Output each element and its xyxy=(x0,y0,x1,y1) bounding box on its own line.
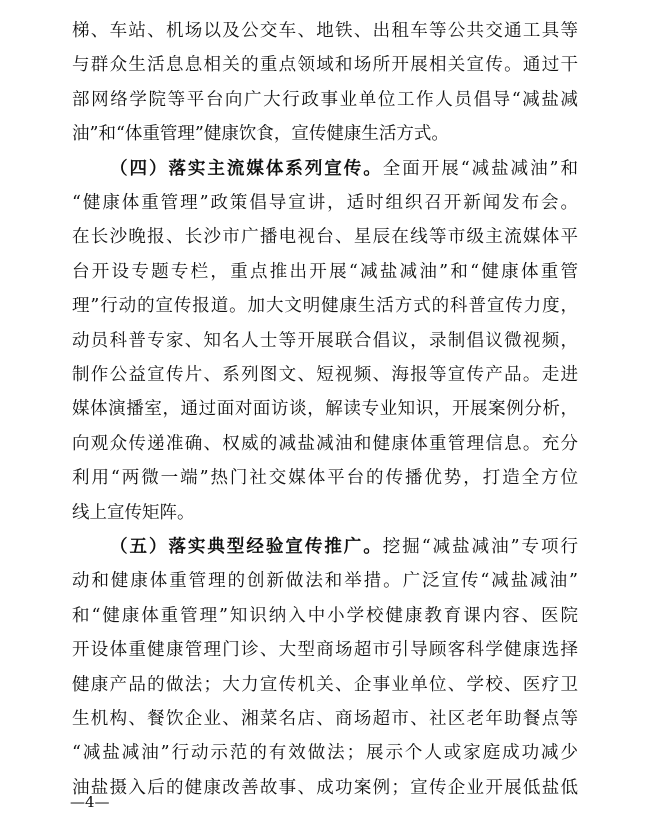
section-5-heading: （五）落实典型经验宣传推广。 xyxy=(110,537,383,557)
paragraph-line: 和“健康体重管理”知识纳入中小学校健康教育课内容、医院 xyxy=(72,605,578,626)
section-5-first-line-text: 挖掘“减盐减油”专项行 xyxy=(382,537,578,557)
paragraph-line: “减盐减油”行动示范的有效做法；展示个人或家庭成功减少 xyxy=(72,743,578,764)
section-4-heading: （四）落实主流媒体系列宣传。 xyxy=(110,158,383,179)
paragraph-line: 向观众传递准确、权威的减盐减油和健康体重管理信息。充分 xyxy=(72,433,578,454)
paragraph-line: 健康产品的做法；大力宣传机关、企事业单位、学校、医疗卫 xyxy=(72,674,578,695)
paragraph-line: 台开设专题专栏，重点推出开展“减盐减油”和“健康体重管 xyxy=(72,261,578,282)
paragraph-line: 在长沙晚报、长沙市广播电视台、星辰在线等市级主流媒体平 xyxy=(72,227,578,248)
paragraph-line: 生机构、餐饮企业、湘菜名店、商场超市、社区老年助餐点等 xyxy=(72,709,578,729)
paragraph-line: 油盐摄入后的健康改善故事、成功案例；宣传企业开展低盐低 xyxy=(72,777,578,798)
paragraph-line: 媒体演播室，通过面对面访谈，解读专业知识，开展案例分析， xyxy=(72,399,578,420)
paragraph-line: “健康体重管理”政策倡导宣讲，适时组织召开新闻发布会。 xyxy=(72,193,578,213)
section-4-first-line xyxy=(110,158,578,180)
paragraph-line: 制作公益宣传片、系列图文、短视频、海报等宣传产品。走进 xyxy=(72,365,578,385)
section-4-first-line-text: 全面开展“减盐减油”和 xyxy=(382,158,578,179)
paragraph-line: 理”行动的宣传报道。加大文明健康生活方式的科普宣传力度， xyxy=(72,296,578,317)
paragraph-line: 油”和“体重管理”健康饮食，宣传健康生活方式。 xyxy=(72,124,449,145)
paragraph-line: 部网络学院等平台向广大行政事业单位工作人员倡导“减盐减 xyxy=(72,89,578,110)
paragraph-line: 利用“两微一端”热门社交媒体平台的传播优势，打造全方位 xyxy=(72,468,578,489)
paragraph-line: 线上宣传矩阵。 xyxy=(72,502,195,523)
paragraph-line: 动和健康体重管理的创新做法和举措。广泛宣传“减盐减油” xyxy=(72,571,578,592)
section-5-first-line xyxy=(110,536,578,558)
paragraph-line: 动员科普专家、知名人士等开展联合倡议，录制倡议微视频， xyxy=(72,330,578,351)
paragraph-line: 与群众生活息息相关的重点领域和场所开展相关宣传。通过干 xyxy=(72,55,578,76)
page-number: —4— xyxy=(70,793,110,811)
paragraph-line: 开设体重健康管理门诊、大型商场超市引导顾客科学健康选择 xyxy=(72,640,578,661)
paragraph-line: 梯、车站、机场以及公交车、地铁、出租车等公共交通工具等 xyxy=(72,21,578,41)
